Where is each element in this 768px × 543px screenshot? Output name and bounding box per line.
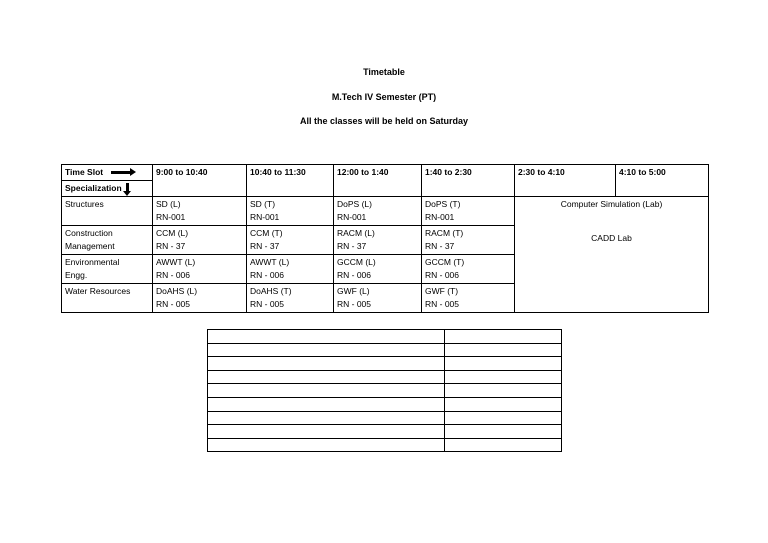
lab-venue-label: CADD Lab: [591, 233, 632, 243]
class-cell: DoPS (L) RN-001: [334, 197, 422, 226]
arrow-right-icon: [111, 171, 131, 174]
empty-cell: [208, 343, 445, 357]
empty-cell: [208, 357, 445, 371]
class-cell: SD (T) RN-001: [247, 197, 334, 226]
specialization-cell: Environmental Engg.: [62, 255, 153, 284]
time-slot-cell: 12:00 to 1:40: [334, 165, 422, 197]
specialization-label: Specialization: [65, 183, 122, 193]
empty-cell: [208, 425, 445, 439]
lab-session-label: Computer Simulation (Lab): [560, 199, 663, 209]
class-cell: GWF (L) RN - 005: [334, 284, 422, 313]
class-cell: DoAHS (L) RN - 005: [153, 284, 247, 313]
empty-cell: [445, 438, 562, 452]
arrow-down-icon: [126, 183, 129, 191]
time-slot-cell: 10:40 to 11:30: [247, 165, 334, 197]
class-cell: AWWT (L) RN - 006: [247, 255, 334, 284]
table-row: [62, 197, 709, 226]
empty-cell: [208, 370, 445, 384]
table-row: [208, 357, 562, 371]
class-cell: GWF (T) RN - 005: [422, 284, 515, 313]
time-slot-header-row: [62, 165, 709, 181]
empty-cell: [445, 425, 562, 439]
time-slot-cell: 4:10 to 5:00: [616, 165, 709, 197]
table-row: [208, 411, 562, 425]
class-cell: DoAHS (T) RN - 005: [247, 284, 334, 313]
time-slot-label: Time Slot: [65, 167, 104, 177]
class-cell: CCM (L) RN - 37: [153, 226, 247, 255]
specialization-cell: Structures: [62, 197, 153, 226]
class-cell: RACM (T) RN - 37: [422, 226, 515, 255]
class-cell: RACM (L) RN - 37: [334, 226, 422, 255]
empty-cell: [208, 397, 445, 411]
table-row: [208, 343, 562, 357]
page-title: Timetable: [363, 67, 405, 77]
specialization-cell: Construction Management: [62, 226, 153, 255]
empty-cell: [445, 343, 562, 357]
class-cell: SD (L) RN-001: [153, 197, 247, 226]
time-slot-cell: 1:40 to 2:30: [422, 165, 515, 197]
time-slot-cell: 2:30 to 4:10: [515, 165, 616, 197]
empty-table: [207, 329, 562, 452]
table-row: [208, 425, 562, 439]
class-cell: GCCM (L) RN - 006: [334, 255, 422, 284]
table-row: [208, 384, 562, 398]
timetable: [61, 164, 709, 313]
lab-cell: [515, 197, 709, 313]
class-cell: AWWT (L) RN - 006: [153, 255, 247, 284]
empty-cell: [445, 384, 562, 398]
class-cell: DoPS (T) RN-001: [422, 197, 515, 226]
schedule-note: All the classes will be held on Saturday: [299, 116, 469, 126]
specialization-header-cell: [62, 181, 153, 197]
empty-cell: [445, 370, 562, 384]
empty-cell: [208, 384, 445, 398]
table-row: [208, 330, 562, 344]
time-slot-header-cell: [62, 165, 153, 181]
empty-cell: [445, 411, 562, 425]
class-cell: CCM (T) RN - 37: [247, 226, 334, 255]
specialization-cell: Water Resources: [62, 284, 153, 313]
empty-cell: [445, 330, 562, 344]
table-row: [208, 397, 562, 411]
table-row: [208, 370, 562, 384]
program-heading: M.Tech IV Semester (PT): [331, 92, 437, 102]
time-slot-cell: 9:00 to 10:40: [153, 165, 247, 197]
empty-cell: [445, 357, 562, 371]
class-cell: GCCM (T) RN - 006: [422, 255, 515, 284]
empty-cell: [208, 438, 445, 452]
empty-cell: [208, 330, 445, 344]
table-row: [208, 438, 562, 452]
empty-cell: [208, 411, 445, 425]
empty-cell: [445, 397, 562, 411]
